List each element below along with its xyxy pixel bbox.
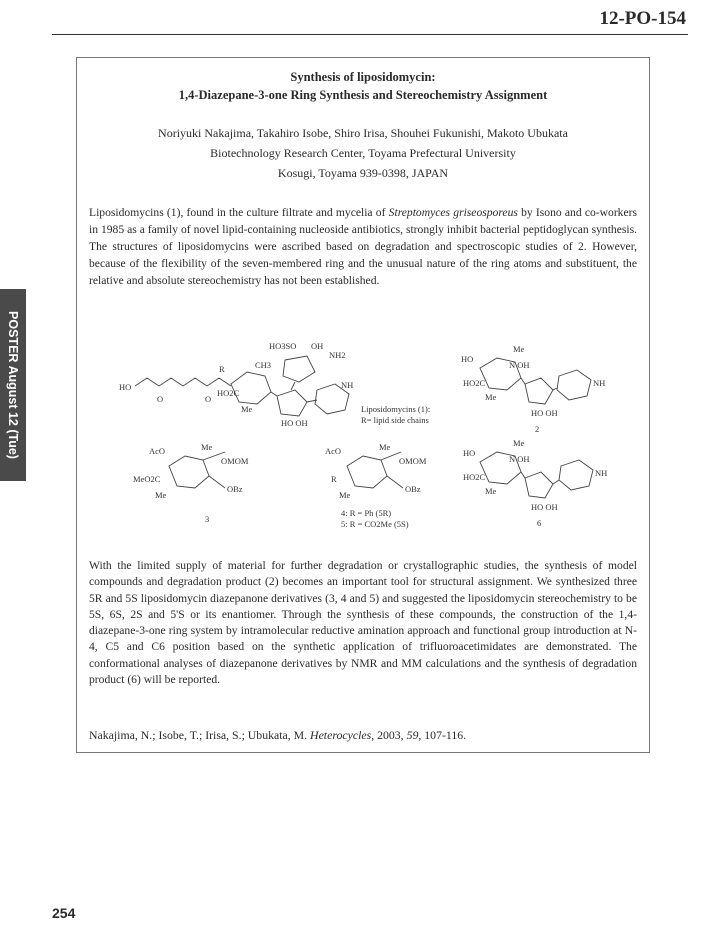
s4-me2: Me xyxy=(339,490,351,500)
s1-nh2: NH2 xyxy=(329,350,346,360)
s3-number: 3 xyxy=(205,514,210,524)
s6-ho2c: HO2C xyxy=(463,472,486,482)
s1-nh: NH xyxy=(341,380,354,390)
affiliation-line-1: Biotechnology Research Center, Toyama Prefectural University xyxy=(210,146,516,160)
title-line-2: 1,4-Diazepane-3-one Ring Synthesis and Stereochemistry Assignment xyxy=(178,88,548,102)
ref-pages: , 107-116. xyxy=(418,728,467,742)
title-line-1: Synthesis of liposidomycin: xyxy=(290,70,436,84)
s6-nh: NH xyxy=(595,468,608,478)
ref-journal: Heterocycles xyxy=(310,728,372,742)
s1-ribose-ring xyxy=(277,390,307,416)
paragraph-intro xyxy=(89,204,637,289)
s3-me: Me xyxy=(201,442,213,452)
abstract-box xyxy=(76,57,650,753)
chemical-structures-figure xyxy=(85,338,641,548)
s6-hooh: HO OH xyxy=(531,502,558,512)
affiliation-line-2: Kosugi, Toyama 939-0398, JAPAN xyxy=(277,166,449,180)
page-number: 254 xyxy=(52,905,76,921)
s2-me2: Me xyxy=(485,392,497,402)
s2-number: 2 xyxy=(535,424,540,434)
s1-oh: OH xyxy=(311,341,324,351)
s2-me: Me xyxy=(513,344,525,354)
s6-number: 6 xyxy=(537,518,542,528)
s6-noh: N OH xyxy=(509,454,530,464)
s2-hooh: HO OH xyxy=(531,408,558,418)
s2-uracil-ring xyxy=(557,370,591,400)
s6-me: Me xyxy=(513,438,525,448)
s3-me2: Me xyxy=(155,490,167,500)
s6-ho: HO xyxy=(463,448,476,458)
s4-label: 4: R = Ph (5R) xyxy=(341,508,392,518)
header-rule xyxy=(52,34,688,35)
p1-text-b: by Isono and co-workers in 1985 as a family of novel lipid-containing nucleoside antibiotics, strongly inhibit bacterial peptidoglycan synthesis. The structures of liposidomycins were ascribed based on degradation and spectroscopic studies of 2. However, because of the flexibility of the seven-membered ring and the unusual nature of the ring atoms and substituent, the relative and absolute stereochemistry has not been established. xyxy=(89,206,638,287)
s1-o2: O xyxy=(205,394,212,404)
s3-omom: OMOM xyxy=(221,456,249,466)
reference xyxy=(89,728,466,743)
s3-diazepane-ring xyxy=(169,456,209,488)
paragraph-results: With the limited supply of material for further degradation or crystallographic studies, the synthesis of model compounds and degradation product (2) becomes an important tool for structural assignment. We synthesized three 5R and 5S liposidomycin diazepanone derivatives (3, 4 and 5) and suggested the liposidomycin stereochemistry to be 5S, 6S, 2S and 5'S or its enantiomer. Through the synthesis of these compounds, the construction of the 1,4-diazepane-3-one ring system by intramolecular reductive amination approach and functional group introduction at N-4, C5 and C6 position based on the synthetic application of trifluoroacetimidates are demonstrated. The conformational analyses of diazepanone derivatives by NMR and MM calculations and the synthesis of degradation product (6) will be reported. xyxy=(89,559,637,687)
s6-ribose-ring xyxy=(525,472,553,498)
s1-o1: O xyxy=(157,394,164,404)
s6-uracil-ring xyxy=(559,460,593,490)
s3-aco: AcO xyxy=(149,446,166,456)
s1-sugar-ring xyxy=(283,356,315,382)
s4-omom: OMOM xyxy=(399,456,427,466)
ref-authors: Nakajima, N.; Isobe, T.; Irisa, S.; Ubukata, M. xyxy=(89,728,311,742)
s2-noh: N OH xyxy=(509,360,530,370)
s1-ch3: CH3 xyxy=(255,360,272,370)
s2-ho2c: HO2C xyxy=(463,378,486,388)
side-tab-label: POSTER August 12 (Tue) xyxy=(6,311,20,459)
s1-r: R xyxy=(219,364,225,374)
p1-text-a: Liposidomycins (1), found in the culture filtrate and mycelia of xyxy=(89,206,389,219)
s1-label-r: R= lipid side chains xyxy=(361,415,429,425)
s4-diazepane-ring xyxy=(347,456,387,488)
ref-volume: 59 xyxy=(406,728,419,742)
s4-r: R xyxy=(331,474,337,484)
s3-obz: OBz xyxy=(227,484,243,494)
s2-ho: HO xyxy=(461,354,474,364)
s1-ho2c: HO2C xyxy=(217,388,240,398)
authors: Noriyuki Nakajima, Takahiro Isobe, Shiro Irisa, Shouhei Fukunishi, Makoto Ubukata xyxy=(158,126,568,140)
s3-meo2c: MeO2C xyxy=(133,474,161,484)
s6-me2: Me xyxy=(485,486,497,496)
poster-side-tab xyxy=(0,289,26,481)
s1-chain xyxy=(135,378,231,386)
s1-label: Liposidomycins (1): xyxy=(361,404,431,414)
s2-nh: NH xyxy=(593,378,606,388)
s1-me: Me xyxy=(241,404,253,414)
abstract-code: 12-PO-154 xyxy=(599,8,686,29)
s4-me: Me xyxy=(379,442,391,452)
s4-aco: AcO xyxy=(325,446,342,456)
s1-hoso: HO3SO xyxy=(269,341,297,351)
s2-ribose-ring xyxy=(525,378,553,404)
ref-year: , 2003, xyxy=(371,728,407,742)
s1-ho: HO xyxy=(119,382,132,392)
s4-obz: OBz xyxy=(405,484,421,494)
s5-label: 5: R = CO2Me (5S) xyxy=(341,519,409,529)
s1-hooh: HO OH xyxy=(281,418,308,428)
p1-species: Streptomyces griseosporeus xyxy=(388,206,518,219)
